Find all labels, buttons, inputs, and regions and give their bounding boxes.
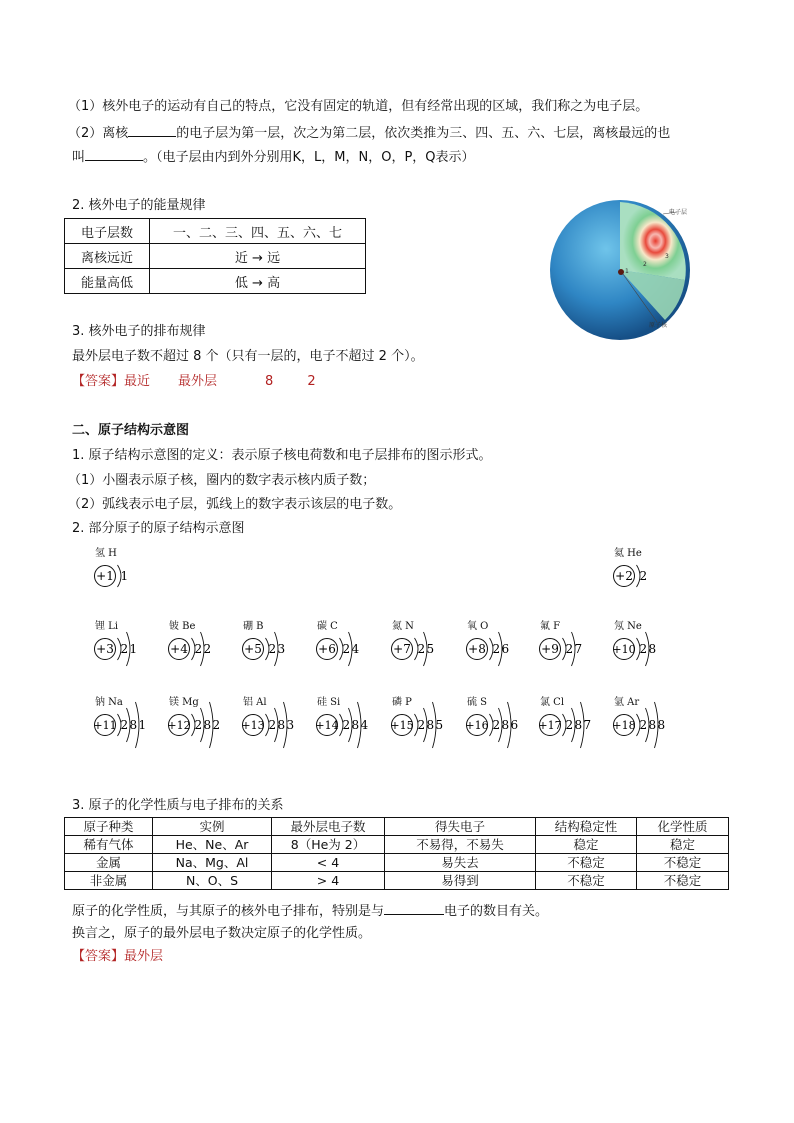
atom-label: 氖 Ne [614,621,642,632]
blank-2 [85,147,143,161]
atom-label: 氯 Cl [540,697,565,708]
shell-electron-count: 2 [120,642,129,656]
nuclear-charge: +11 [93,719,117,732]
shell-electron-count: 2 [639,569,648,583]
shell-electron-count: 1 [138,718,147,732]
atom-structure-svg [607,693,687,753]
nuclear-charge: +4 [170,642,188,656]
shell-electron-count: 2 [565,642,574,656]
atom-label: 磷 P [392,697,412,708]
atom-structure-svg [236,617,316,677]
atom-li [88,617,168,677]
atom-structure-svg [310,617,390,677]
atom-label: 铝 Al [243,697,267,708]
shell-electron-count: 8 [129,718,138,732]
shell-electron-count: 4 [351,642,360,656]
label-shell: 电子层 [669,209,688,216]
shell-electron-count: 2 [194,718,203,732]
atom-n [385,617,465,677]
table-row: 稀有气体 He、Ne、Ar 8（He为 2） 不易得，不易失 稳定 稳定 [65,836,729,854]
shell-electron-count: 2 [492,718,501,732]
shell-electron-count: 2 [268,642,277,656]
shell-electron-count: 2 [203,642,212,656]
atom-label: 锂 Li [95,621,119,632]
atom-structure-svg [533,693,613,753]
shell-electron-count: 8 [351,718,360,732]
shell-electron-count: 8 [574,718,583,732]
nuclear-charge: +8 [468,642,486,656]
shell-electron-count: 2 [639,718,648,732]
atom-ne [607,617,687,677]
shell-item-1: （1）核外电子的运动有自己的特点，它没有固定的轨道，但有经常出现的区域，我们称之为电子层。 [68,99,649,114]
arrange-heading: 3. 核外电子的排布规律 [72,324,206,339]
atom-sphere-illustration [545,200,725,340]
section2-title: 二、原子结构示意图 [72,423,190,438]
atom-structure-svg [88,617,168,677]
atom-label: 镁 Mg [169,697,199,708]
shell-electron-count: 2 [565,718,574,732]
diagram-heading: 2. 部分原子的原子结构示意图 [72,521,245,536]
shell-electron-count: 2 [194,642,203,656]
shell-electron-count: 2 [212,718,221,732]
atom-sphere-svg [545,200,725,340]
atom-label: 硫 S [467,697,488,708]
atom-c [310,617,390,677]
atom-label: 硅 Si [317,697,341,708]
nuclear-charge: +9 [541,642,559,656]
nuclear-charge: +15 [390,719,414,732]
chem-heading: 3. 原子的化学性质与电子排布的关系 [72,798,284,813]
atom-s [460,693,540,753]
shell-electron-count: 5 [435,718,444,732]
table-row: 非金属 N、O、S > 4 易得到 不稳定 不稳定 [65,872,729,890]
nuclear-charge: +17 [538,719,562,732]
atom-b [236,617,316,677]
shell-electron-count: 8 [203,718,212,732]
nuclear-charge: +6 [318,642,336,656]
shell-electron-count: 2 [342,718,351,732]
atom-be [162,617,242,677]
table-header-row: 原子种类 实例 最外层电子数 得失电子 结构稳定性 化学性质 [65,818,729,836]
shell-electron-count: 1 [120,569,129,583]
nuclear-charge: +7 [393,642,411,656]
atom-structure-svg [162,617,242,677]
shell-electron-count: 4 [360,718,369,732]
nuclear-charge: +5 [244,642,262,656]
definition-1: （1）小圈表示原子核，圈内的数字表示核内质子数； [68,473,376,488]
nuclear-charge: +13 [241,719,265,732]
arrange-text: 最外层电子数不超过 8 个（只有一层的，电子不超过 2 个）。 [72,349,424,364]
shell-item-2: （2）离核 的电子层为第一层，次之为第二层，依次类推为三、四、五、六、七层，离核最远的也 [68,123,670,143]
shell-electron-count: 8 [501,718,510,732]
atom-label: 氮 N [392,621,414,632]
shell-item-2-cont: 叫 。（电子层由内到外分别用K，L，M，N，O，P，Q表示） [72,147,475,167]
energy-heading: 2. 核外电子的能量规律 [72,198,206,213]
nuclear-charge: +16 [465,719,489,732]
atom-ar [607,693,687,753]
atom-structure-svg [460,617,540,677]
table-row: 金属 Na、Mg、Al < 4 易失去 不稳定 不稳定 [65,854,729,872]
shell-electron-count: 2 [342,642,351,656]
atom-he [607,544,687,604]
shell-electron-count: 2 [417,642,426,656]
atom-cl [533,693,613,753]
chem-text-1: 原子的化学性质，与其原子的核外电子排布，特别是与 电子的数目有关。 [72,901,548,921]
atom-structure-svg [607,544,687,604]
atom-structure-svg [385,617,465,677]
atom-mg [162,693,242,753]
atom-structure-svg [385,693,465,753]
atom-structure-svg [460,693,540,753]
shell-electron-count: 3 [286,718,295,732]
svg-text:1: 1 [625,268,629,275]
atom-p [385,693,465,753]
table-row: 能量高低 低 → 高 [65,269,366,294]
blank-1 [128,123,176,137]
atom-structure-svg [236,693,316,753]
shell-electron-count: 8 [277,718,286,732]
answer-2: 【答案】最外层 [72,949,164,964]
atom-al [236,693,316,753]
atom-structure-svg [88,544,168,604]
atom-structure-svg [607,617,687,677]
shell-electron-count: 2 [120,718,129,732]
shell-electron-count: 7 [583,718,592,732]
atom-si [310,693,390,753]
shell-electron-count: 6 [510,718,519,732]
shell-electron-count: 8 [648,718,657,732]
shell-electron-count: 8 [657,718,666,732]
table-row: 电子层数 一、二、三、四、五、六、七 [65,219,366,244]
shell-electron-count: 8 [648,642,657,656]
atom-label: 硼 B [243,621,264,632]
chem-text-2: 换言之，原子的最外层电子数决定原子的化学性质。 [72,926,372,941]
nuclear-charge: +2 [615,569,633,583]
atom-structure-svg [310,693,390,753]
atom-o [460,617,540,677]
atom-h [88,544,168,604]
chem-table [64,817,729,890]
atom-label: 碳 C [317,621,338,632]
svg-text:2: 2 [643,261,647,268]
atom-label: 氧 O [467,621,489,632]
nuclear-charge: +10 [612,643,636,656]
shell-electron-count: 8 [426,718,435,732]
atom-f [533,617,613,677]
shell-electron-count: 2 [492,642,501,656]
label-nucleus: 原子核 [649,322,668,329]
atom-na [88,693,168,753]
nuclear-charge: +18 [612,719,636,732]
shell-electron-count: 2 [639,642,648,656]
atom-label: 铍 Be [169,621,196,632]
nuclear-charge: +3 [96,642,114,656]
energy-table [64,218,366,294]
shell-electron-count: 1 [129,642,138,656]
atom-structure-svg [162,693,242,753]
nuclear-charge: +14 [315,719,339,732]
atom-structure-svg [533,617,613,677]
shell-electron-count: 6 [501,642,510,656]
definition-2: （2）弧线表示电子层，弧线上的数字表示该层的电子数。 [68,497,402,512]
shell-electron-count: 7 [574,642,583,656]
atom-label: 钠 Na [95,697,123,708]
shell-electron-count: 5 [426,642,435,656]
definition-line: 1. 原子结构示意图的定义：表示原子核电荷数和电子层排布的图示形式。 [72,448,492,463]
shell-electron-count: 3 [277,642,286,656]
atom-label: 氦 He [614,548,642,559]
atom-label: 氟 F [540,621,561,632]
nuclear-charge: +1 [96,569,114,583]
answer-1: 【答案】最近 最外层 8 2 [72,374,316,389]
atom-label: 氩 Ar [614,697,640,708]
atom-label: 氢 H [95,548,117,559]
table-row: 离核远近 近 → 远 [65,244,366,269]
atom-structure-svg [88,693,168,753]
nuclear-charge: +12 [167,719,191,732]
blank-3 [384,901,444,915]
shell-electron-count: 2 [417,718,426,732]
svg-text:3: 3 [665,253,669,260]
shell-electron-count: 2 [268,718,277,732]
